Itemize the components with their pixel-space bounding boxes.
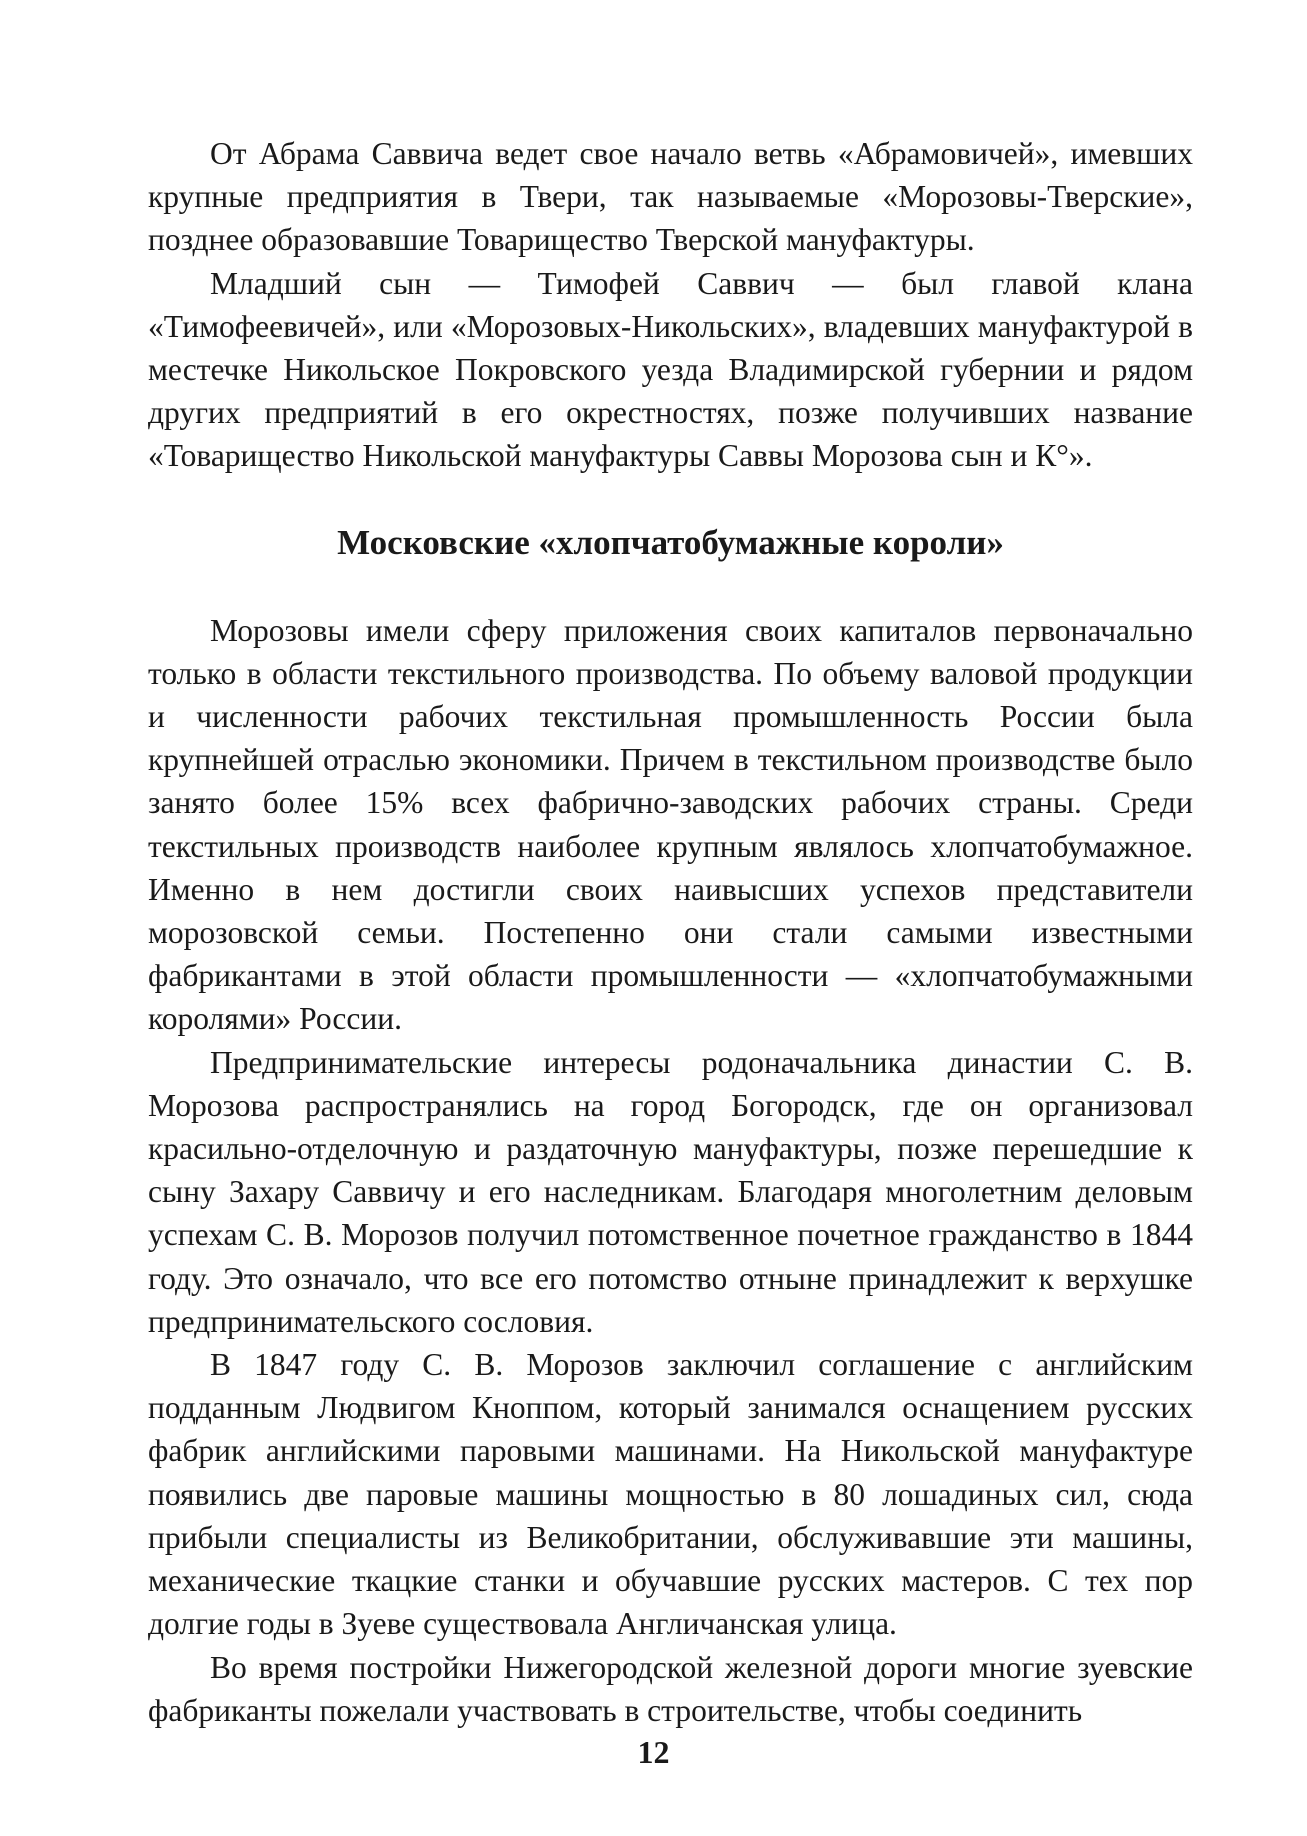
paragraph-knopp-agreement: В 1847 году С. В. Морозов заключил соглашение с английским подданным Людвигом Кноппом, который занимался оснащением русских фабрик английскими паровыми машинами. На Никольской мануфактуре появились две паровые машины мощностью в 80 лошадиных сил, сюда прибыли специалисты из Великобритании, обслуживавшие эти машины, механические ткацкие станки и обучавшие русских мастеров. С тех пор долгие годы в Зуеве существовала Англичанская улица. bbox=[148, 1347, 1193, 1642]
paragraph-bogorodsk: Предпринимательские интересы родоначальника династии С. В. Морозова распространялись на город Богородск, где он организовал красильно-отделочную и раздаточную мануфактуры, позже перешедшие к сыну Захару Саввичу и его наследникам. Благодаря многолетним деловым успехам С. В. Морозов получил потомственное почетное гражданство в 1844 году. Это означало, что все его потомство отныне принадлежит к верхушке предпринимательского сословия. bbox=[148, 1044, 1193, 1339]
paragraph-abramovichi: От Абрама Саввича ведет свое начало ветвь «Абрамовичей», имевших крупные предприятия в Твери, так называемые «Морозовы-Тверские», позднее образовавшие Товарищество Тверской мануфактуры. bbox=[148, 136, 1193, 258]
paragraph-railway: Во время постройки Нижегородской железной дороги многие зуевские фабриканты пожелали участвовать в строительстве, чтобы соединить bbox=[148, 1649, 1193, 1728]
section-heading: Московские «хлопчатобумажные короли» bbox=[337, 522, 1004, 562]
page-body bbox=[148, 132, 1193, 1732]
paragraph-timofeevichi: Младший сын — Тимофей Саввич — был главой клана «Тимофеевичей», или «Морозовых-Никольских», владевших мануфактурой в местечке Никольское Покровского уезда Владимирской губернии и рядом других предприятий в его окрестностях, позже получивших название «Товарищество Никольской мануфактуры Саввы Морозова сын и К°». bbox=[148, 265, 1193, 474]
paragraph-textile-industry: Морозовы имели сферу приложения своих капиталов первоначально только в области текстильного производства. По объему валовой продукции и численности рабочих текстильная промышленность России была крупнейшей отраслью экономики. Причем в текстильном производстве было занято более 15% всех фабрично-заводских рабочих страны. Среди текстильных производств наиболее крупным являлось хлопчатобумажное. Именно в нем достигли своих наивысших успехов представители морозовской семьи. Постепенно они стали самыми известными фабрикантами в этой области промышленности — «хлопчатобумажными королями» России. bbox=[148, 612, 1193, 1037]
page-number: 12 bbox=[637, 1734, 670, 1770]
